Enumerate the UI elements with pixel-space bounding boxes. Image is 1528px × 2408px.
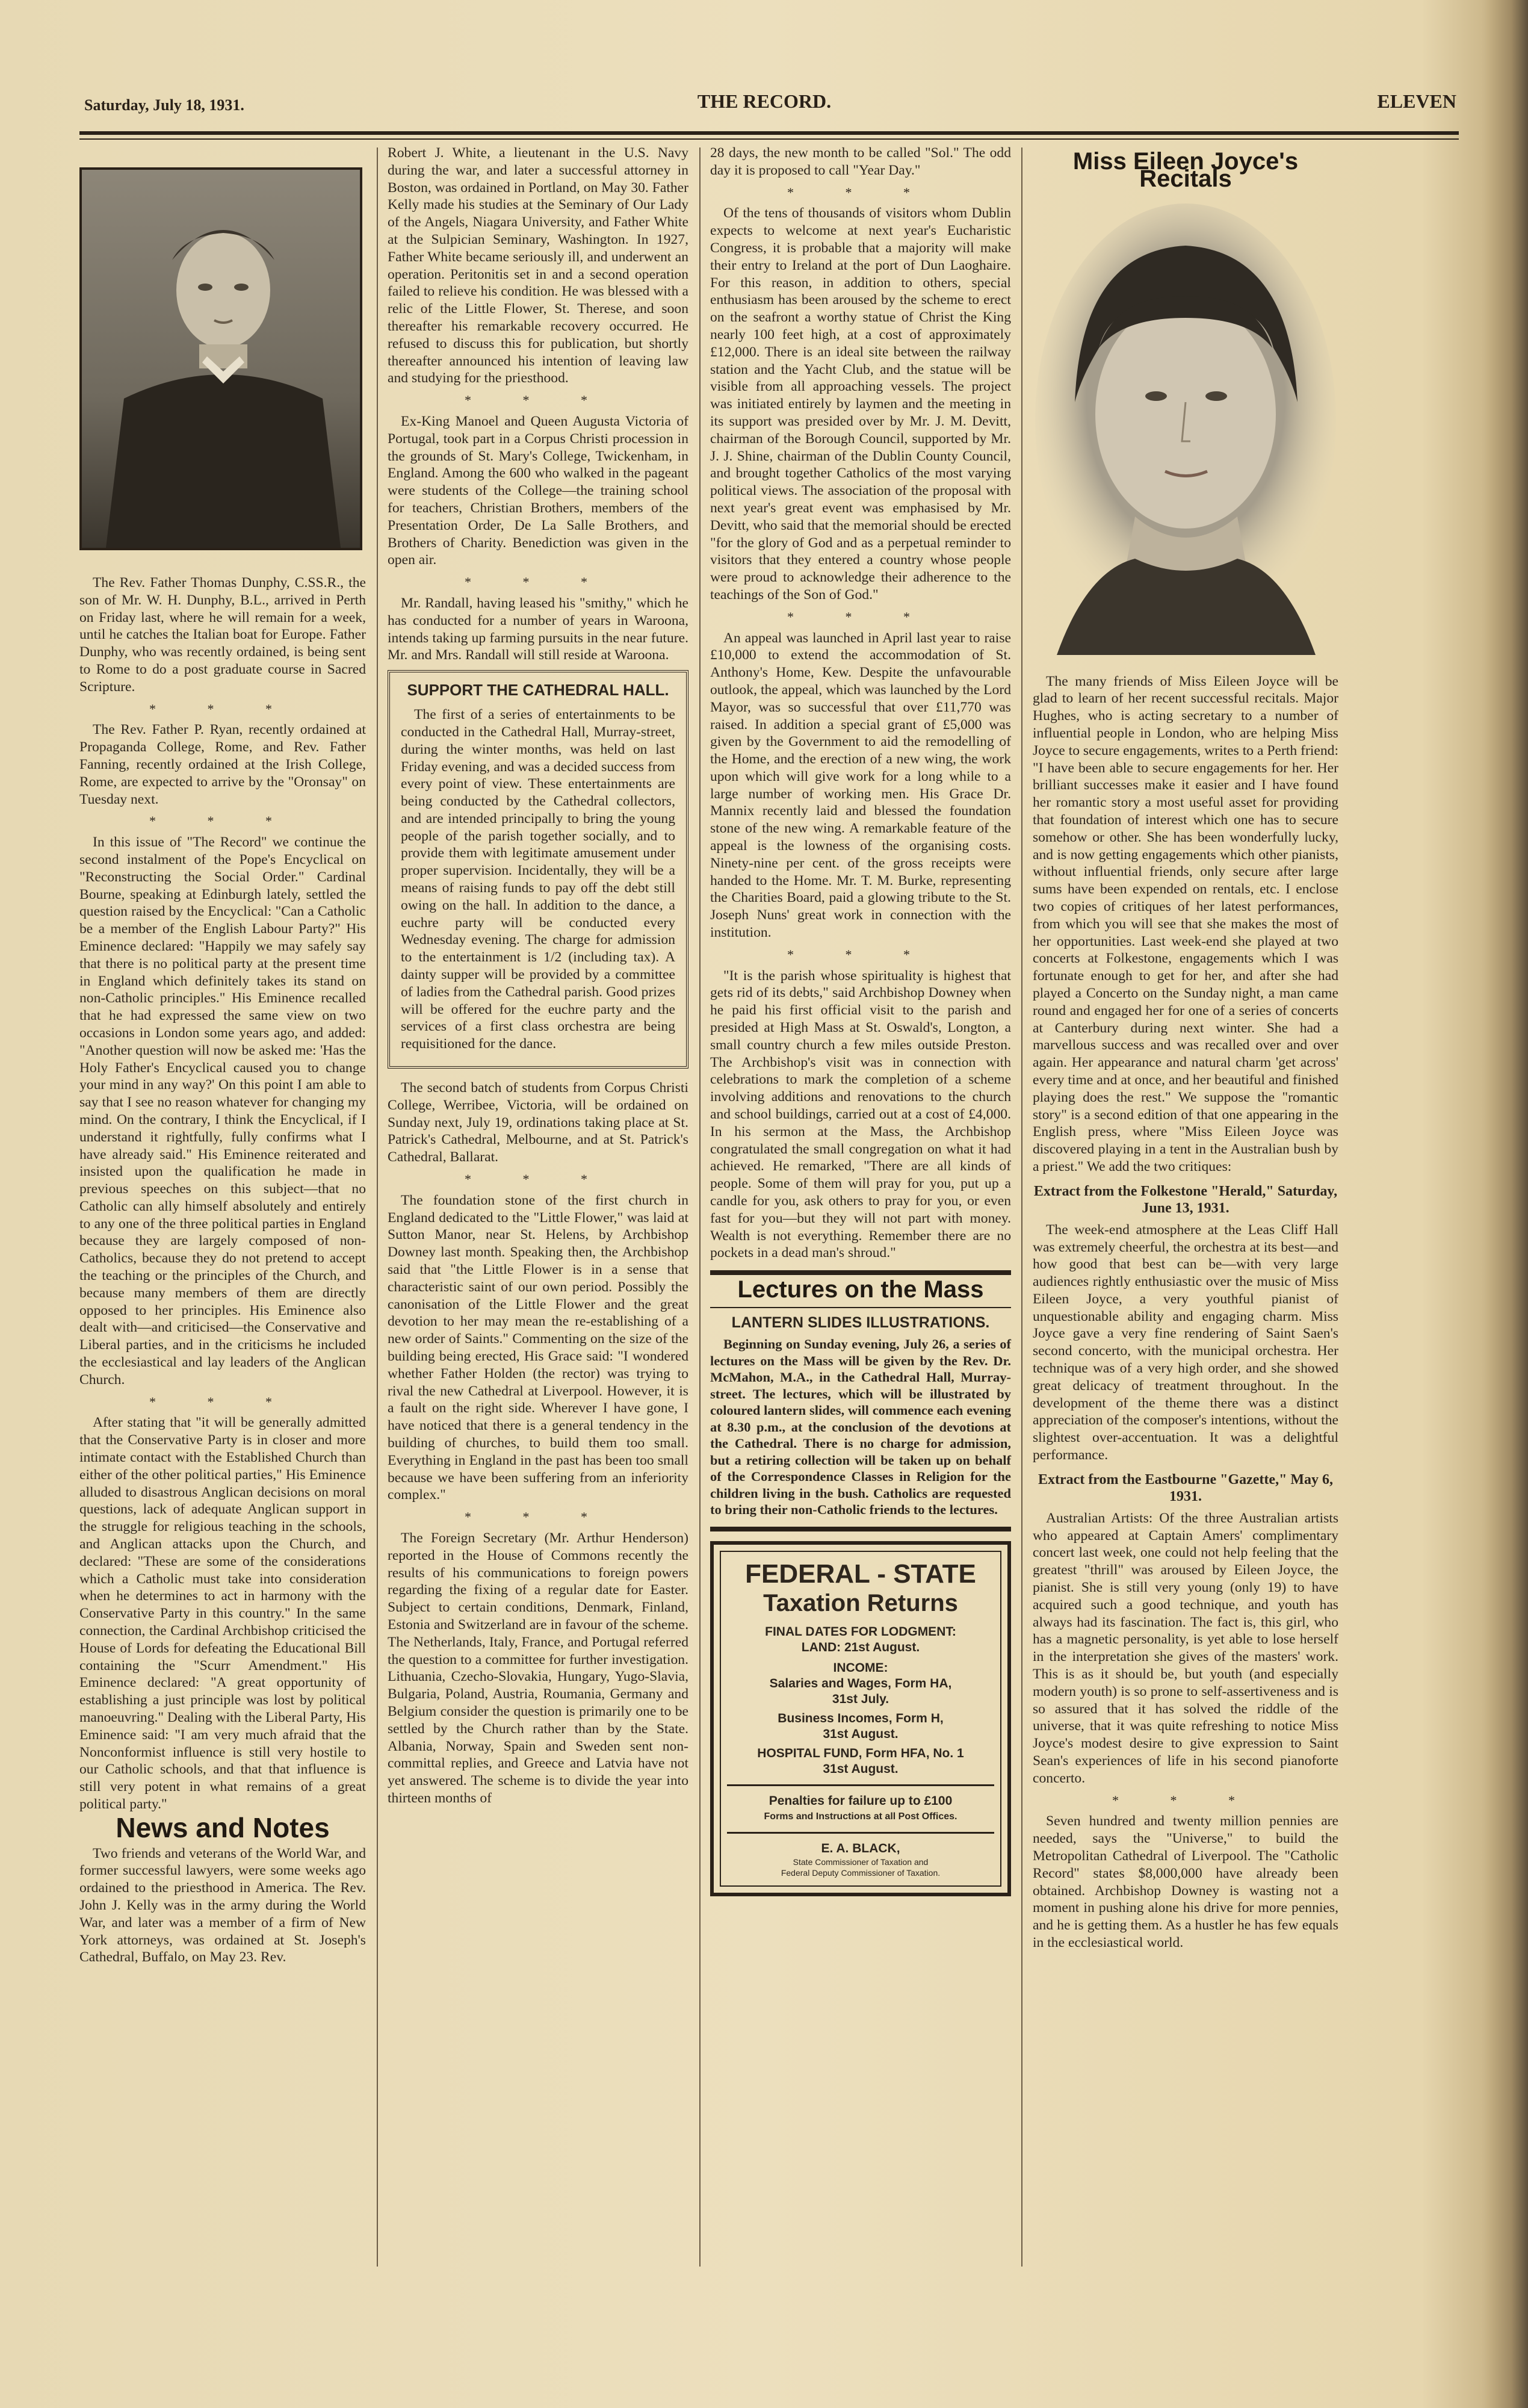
column-4 — [1033, 150, 1338, 1956]
ad-line: Penalties for failure up to £100 — [769, 1793, 953, 1808]
ad-subheadline: Taxation Returns — [763, 1589, 958, 1616]
article-paragraph: Robert J. White, a lieutenant in the U.S. Navy during the war, and later a successful attorney in Boston, was ordained in Portland, on May 30. Father Kelly made his studies at the Seminary of Our Lady of the Angels, Niagara University, and Father White at the Sulpician Seminary, Washington. In 1927, Father White became seriously ill, and underwent an operation. Peritonitis set in and a second operation failed to relieve his condition. He was blessed with a relic of the Little Flower, St. Therese, and soon thereafter his remarkable recovery occurred. He refused to discuss this for publication, but shortly thereafter announced his intention of leaving law and studying for the priesthood. — [388, 145, 688, 386]
article-paragraph: Australian Artists: Of the three Australian artists who appeared at Captain Amers' complimentary concert last week, one could not help feeling that the greatest "thrill" was aroused by Eileen Joyce, the pianist. She is still very young (only 19) to have acquired such a good technique, and youth has always had its fascination. The fact is, this girl, who has a magnetic personality, is yet able to lose herself in the interpretation she gives of the masters' work. This is as it should be, but youth (and especially modern youth) is so prone to self-assertiveness and is so assured that it has solved the riddle of the universe, that it was quite refreshing to notice Miss Joyce's modest desire to give expression to Saint Sean's experiences of life in his second pianoforte concerto. — [1033, 1510, 1338, 1786]
column-3 — [710, 144, 1011, 1896]
ad-line: Forms and Instructions at all Post Offices. — [764, 1811, 957, 1822]
lectures-text: Beginning on Sunday evening, July 26, a series of lectures on the Mass will be given by the Rev. Dr. McMahon, M.A., in the Cathedral Hall, Murray-street. The lectures, which will be illustrated by coloured lantern slides, will commence each evening at 8.30 p.m., at the conclusion of the devotions at the Cathedral. There is no charge for admission, but a retiring collection will be taken up on behalf of the Correspondence Classes in Religion for the children living in the bush. Catholics are requested to bring their non-Catholic friends to the lectures. — [710, 1336, 1011, 1517]
separator-stars: * * * — [465, 393, 611, 408]
separator-stars: * * * — [149, 813, 296, 829]
article-paragraph: Ex-King Manoel and Queen Augusta Victoria of Portugal, took part in a Corpus Christi procession in the grounds of St. Mary's College, Twickenham, in England. Among the 600 who walked in the pageant were students of the College—the training school for teachers, Christian Brothers, members of the Presentation Order, De La Salle Brothers, and Brothers of Charity. Benediction was given in the open air. — [388, 413, 688, 568]
ad-line: LAND: 21st August. — [801, 1640, 920, 1654]
article-paragraph: Mr. Randall, having leased his "smithy," which he has conducted for a number of years in Waroona, intends taking up farming pursuits in the near future. Mr. and Mrs. Randall will still reside at Waroona. — [388, 595, 688, 663]
section-rule — [710, 1527, 1011, 1531]
ad-headline: FEDERAL - STATE — [745, 1559, 976, 1589]
separator-stars: * * * — [149, 1394, 296, 1409]
separator-stars: * * * — [465, 1171, 611, 1187]
separator-stars: * * * — [787, 946, 934, 962]
column-divider-3 — [1021, 147, 1022, 2267]
section-rule-thin — [710, 1307, 1011, 1308]
ad-divider — [727, 1784, 994, 1786]
column-divider-2 — [699, 147, 701, 2267]
notice-text: The first of a series of entertainments to be conducted in the Cathedral Hall, Murray-street, during the winter months, was held on last Friday evening, and was a decided success from every point of view. These entertainments are being conducted by the Cathedral collectors, and are intended principally to bring the young people of the parish together socially, and to provide them with legitimate amusement under proper supervision. Incidentally, they will be a means of raising funds to pay off the debt still owing on the hall. In addition to the dance, a euchre party will be conducted every Wednesday evening. The charge for admission to the entertainment is 1/2 (including tax). A dainty supper will be provided by a committee of ladies from the Cathedral parish. Good prizes will be offered for the euchre party and the services of a first class orchestra are being requisitioned for the dance. — [401, 707, 675, 1052]
taxation-returns-advertisement — [710, 1541, 1011, 1896]
column-divider-1 — [377, 147, 378, 2267]
ad-line: HOSPITAL FUND, Form HFA, No. 1 — [757, 1746, 964, 1760]
article-title-eileen-joyce: Miss Eileen Joyce's Recitals — [1072, 148, 1299, 192]
section-heading-news-and-notes: News and Notes — [116, 1811, 330, 1843]
book-binding-edge — [1486, 0, 1528, 2408]
separator-stars: * * * — [1112, 1792, 1259, 1808]
ad-line: 31st August. — [823, 1727, 899, 1741]
ad-divider — [727, 1832, 994, 1834]
article-paragraph: "It is the parish whose spirituality is highest that gets rid of its debts," said Archbishop Downey when he paid his first official visit to the parish and presided at High Mass at St. Oswald's, Longton, a small country church a few miles outside Preston. The Archbishop's visit was in connection with celebrations to mark the completion of a scheme involving additions and renovations to the church and school buildings, carried out at a cost of £4,000. In his sermon at the Mass, the Archbishop congratulated the small congregation on what it had achieved. He remarked, "There are all kinds of people. Some of them will pray for you, put up a candle for you, ask others to pray for you, or even fast for you—but they will not part with money. Wealth is not everything. Remember there are no pockets in a dead man's shroud." — [710, 967, 1011, 1261]
photo-caption: The Rev. Father Thomas Dunphy, C.SS.R., the son of Mr. W. H. Dunphy, B.L., arrived in Perth on Friday last, where he will remain for a week, until he catches the Italian boat for Europe. Father Dunphy, who was recently ordained, is being sent to Rome to do a post graduate course in Sacred Scripture. — [79, 575, 366, 695]
article-paragraph: The Foreign Secretary (Mr. Arthur Henderson) reported in the House of Commons recently the results of his communications to foreign powers regarding the fixing of a regular date for Easter. Subject to certain conditions, Denmark, Finland, Estonia and Switzerland are in favour of the scheme. The Netherlands, Italy, France, and Portugal referred the question to a committee for further investigation. Lithuania, Czecho-Slovakia, Hungary, Yugo-Slavia, Bulgaria, Poland, Austria, Roumania, Germany and Belgium consider the question is primarily one to be settled by the Church rather than by the State. Albania, Norway, Spain and Sweden sent non-committal replies, and Greece and Latvia have not yet answered. The scheme is to divide the year into thirteen months of — [388, 1530, 688, 1806]
separator-stars: * * * — [787, 609, 934, 624]
column-2 — [388, 144, 688, 1812]
separator-stars: * * * — [149, 701, 296, 716]
article-paragraph: An appeal was launched in April last year to raise £10,000 to extend the accommodation of St. Anthony's Home, Kew. Despite the unfavourable outlook, the appeal, which was launched by the Lord Mayor, was so successful that over £11,770 was raised. In addition a special grant of £5,000 was given by the Government to aid the remodelling of the Home, and the erection of a new wing, the work upon which will give work for a long while to a large number of working men. His Grace Dr. Mannix recently laid and blessed the foundation stone of the new wing. A remarkable feature of the appeal is the lowness of the organising costs. Ninety-nine per cent. of the gross receipts were handed to the Home. Mr. T. M. Burke, representing the Charities Board, paid a glowing tribute to the St. Joseph Nuns' great work in connection with the institution. — [710, 630, 1011, 941]
separator-stars: * * * — [465, 574, 611, 590]
ad-line: 31st July. — [832, 1692, 889, 1706]
ad-line: Salaries and Wages, Form HA, — [769, 1676, 952, 1690]
separator-stars: * * * — [787, 184, 934, 200]
ad-line: 31st August. — [823, 1761, 899, 1776]
ad-signature: E. A. BLACK, — [821, 1841, 900, 1855]
article-paragraph: Of the tens of thousands of visitors whom Dublin expects to welcome at next year's Eucharistic Congress, it is probable that a majority will make their entry to Ireland at the port of Dun Laoghaire. For this reason, in addition to others, special enthusiasm has been aroused by the scheme to erect on the seafront a worthy statue of Christ the King nearly 100 feet high, at a cost of approximately £12,000. There is an ideal site between the railway station and the Yacht Club, and the statue will be visible from all approaching vessels. The project was initiated entirely by laymen and the meeting in its support was presided over by Mr. J. M. Devitt, chairman of the Borough Council, supported by Mr. J. J. Shine, chairman of the Dublin County Council, and brought together Catholics of the most varying political views. The association of the proposal with next year's great event was emphasised by Mr. Devitt, who said that the memorial should be erected "for the glory of God and as a perpetual reminder to visitors that they entered a country whose people were proud to acknowledge their adherence to the teachings of the Son of God." — [710, 205, 1011, 603]
extract-heading-folkestone: Extract from the Folkestone "Herald," Saturday, June 13, 1931. — [1033, 1183, 1338, 1216]
page-number: ELEVEN — [1377, 90, 1456, 112]
section-heading-lectures: Lectures on the Mass — [737, 1276, 984, 1303]
issue-date: Saturday, July 18, 1931. — [84, 96, 244, 114]
notice-heading: SUPPORT THE CATHEDRAL HALL. — [407, 681, 669, 700]
article-paragraph: The foundation stone of the first church in England dedicated to the "Little Flower," was laid at Sutton Manor, near St. Helens, by Archbishop Downey last month. Speaking then, the Archbishop said that "the Little Flower is in a sense that characteristic saint of our own period. Possibly the canonisation of the Little Flower and the great devotion to her may mean the re-establishing of a new order of Saints." Commenting on the size of the building being erected, His Grace said: "I wondered whether Father Holden (the rector) was trying to rival the new Cathedral at Liverpool. However, it is a fault on the right side. Wherever I have gone, I have noticed that there is a general tendency in the building of churches, to build them too small. Everything in England in the past has been too small because we have been suffering from an inferiority complex." — [388, 1192, 688, 1503]
header-rule-thick — [79, 131, 1459, 135]
ad-line: State Commissioner of Taxation and — [793, 1857, 929, 1867]
ad-line: Federal Deputy Commissioner of Taxation. — [781, 1867, 941, 1878]
portrait-miss-eileen-joyce — [1033, 197, 1338, 655]
article-paragraph: Two friends and veterans of the World War, and former successful lawyers, were some weeks ago ordained to the priesthood in America. The Rev. John J. Kelly was in the army during the World War, and later was a member of a firm of New York attorneys, was ordained at St. Joseph's Cathedral, Buffalo, on May 23. Rev. — [79, 1845, 366, 1966]
article-paragraph: The week-end atmosphere at the Leas Cliff Hall was extremely cheerful, the orchestra at its best—and how good that best can be—with very large audiences rightly enthusiastic over the music of Miss Eileen Joyce, a very youthful pianist of unquestionable ability and engaging charm. Miss Joyce gave a very fine rendering of Saint Saen's second concerto, with the municipal orchestra. Her technique was of a very high order, and she showed great delicacy of treatment throughout. In the development of the theme there was a distinct appreciation of the composer's intentions, without the slightest over-accentuation. It was a delightful performance. — [1033, 1221, 1338, 1463]
article-paragraph: The many friends of Miss Eileen Joyce will be glad to learn of her recent successful recitals. Major Hughes, who is acting secretary to a number of influential people in London, who are helping Miss Joyce to secure engagements, writes to a Perth friend: "I have been able to secure engagements for her. Her brilliant successes make it easier and I have found her romantic story a most useful asset for providing that foundation of interest which one has to secure somehow or other. She has been wonderfully lucky, and is now getting engagements which other pianists, without influential friends, only secure after large sums have been expended on rentals, etc. I enclose two copies of critiques of her latest performances, from which you will see that she makes the most of her opportunities. Last week-end she played at two concerts at Folkestone, engagements which I was fortunate enough to get for her, and after she had played a Concerto on the Sunday night, a man came round and engaged her for one of a series of concerts at Canterbury during next winter. She had a marvellous success and was recalled over and over again. Her appearance and natural charm 'get across' every time and at once, and her beautiful and finished playing does the rest." We suppose the "romantic story" is a second edition of that one appearing in the English press, where "Miss Eileen Joyce was discovered playing in a tent in the Australian bush by a priest." We add the two critiques: — [1033, 673, 1338, 1175]
ad-line: INCOME: — [833, 1660, 888, 1675]
separator-stars: * * * — [465, 1509, 611, 1525]
masthead-title: THE RECORD. — [697, 90, 832, 112]
ad-line: FINAL DATES FOR LODGMENT: — [765, 1624, 956, 1639]
column-1 — [79, 150, 366, 1971]
lectures-subheading: LANTERN SLIDES ILLUSTRATIONS. — [731, 1314, 990, 1331]
article-paragraph: The Rev. Father P. Ryan, recently ordained at Propaganda College, Rome, and Rev. Father Fanning, recently ordained at the Irish College, Rome, are expected to arrive by the "Oronsay" on Tuesday next. — [79, 722, 366, 807]
section-rule — [710, 1270, 1011, 1275]
priest-photo-drawing — [82, 170, 360, 548]
header-rule-thin — [79, 138, 1459, 140]
article-paragraph: The second batch of students from Corpus Christi College, Werribee, Victoria, will be ordained on Sunday next, July 19, ordinations taking place at St. Patrick's Cathedral, Melbourne, and at St. Patrick's Cathedral, Ballarat. — [388, 1080, 688, 1165]
article-paragraph: Seven hundred and twenty million pennies are needed, says the "Universe," to build the Metropolitan Cathedral of Liverpool. The "Catholic Record" states $8,000,000 have already been obtained. Archbishop Downey is wasting not a moment in pushing alone his drive for more pennies, and he is getting them. As a hustler he has few equals in the ecclesiastical world. — [1033, 1813, 1338, 1950]
cathedral-hall-notice-box — [388, 670, 688, 1069]
article-paragraph: After stating that "it will be generally admitted that the Conservative Party is in closer and more intimate contact with the Established Church than either of the other political parties," His Eminence alluded to disastrous Anglican decisions on moral questions, lack of adequate Anglican support in the struggle for religious teaching in the schools, and Anglican attacks upon the Church, and declared: "These are some of the considerations which a Catholic must take into consideration when he determines to act in harmony with the Conservative Party in this country." In the same connection, the Cardinal Archbishop criticised the House of Lords for defeating the Educational Bill containing the "Scurr Amendment." His Eminence declared: "A great opportunity of establishing a just principle was lost by political manoeuvring." Dealing with the Liberal Party, His Eminence said: "I am very much afraid that the Nonconformist influence is still very hostile to our Catholic schools, and that that influence is still very potent in what remains of a great political party." — [79, 1415, 366, 1812]
article-paragraph: In this issue of "The Record" we continue the second instalment of the Pope's Encyclical on "Reconstructing the Social Order." Cardinal Bourne, speaking at Edinburgh lately, settled the question raised by the Encyclical: "Can a Catholic be a member of the English Labour Party?" His Eminence declared: "Happily we may safely say that there is no political party at the present time in England which definitely takes its stand on non-Catholic principles." His Eminence recalled that he had expressed the same view on two occasions in London some years ago, and added: "Another question will now be asked me: 'Has the Holy Father's Encyclical caused you to change your mind in any way?' On this point I am able to say that I see no reason whatever for changing my mind. On the contrary, I think the Encyclical, if I understand it rightfully, fully confirms what I have already said." His Eminence reiterated and insisted upon the qualification he made in previous speeches on this subject—that no Catholic can ally himself absolutely and entirely to any one of the three political parties in England because they are largely composed of non-Catholics, because they do not pretend to accept the teaching or the principles of the Church, and because many members of them are directly opposed to her principles. His Eminence also dealt with—and criticised—the Conservative and Liberal parties, and in the criticisms he included the ecclesiastical and lay leaders of the Anglican Church. — [79, 834, 366, 1388]
eileen-joyce-photo-drawing — [1033, 197, 1338, 655]
portrait-rev-father-dunphy — [79, 167, 362, 550]
extract-heading-eastbourne: Extract from the Eastbourne "Gazette," May 6, 1931. — [1038, 1471, 1334, 1504]
article-paragraph: 28 days, the new month to be called "Sol." The odd day it is proposed to call "Year Day." — [710, 145, 1011, 178]
ad-line: Business Incomes, Form H, — [778, 1711, 944, 1725]
